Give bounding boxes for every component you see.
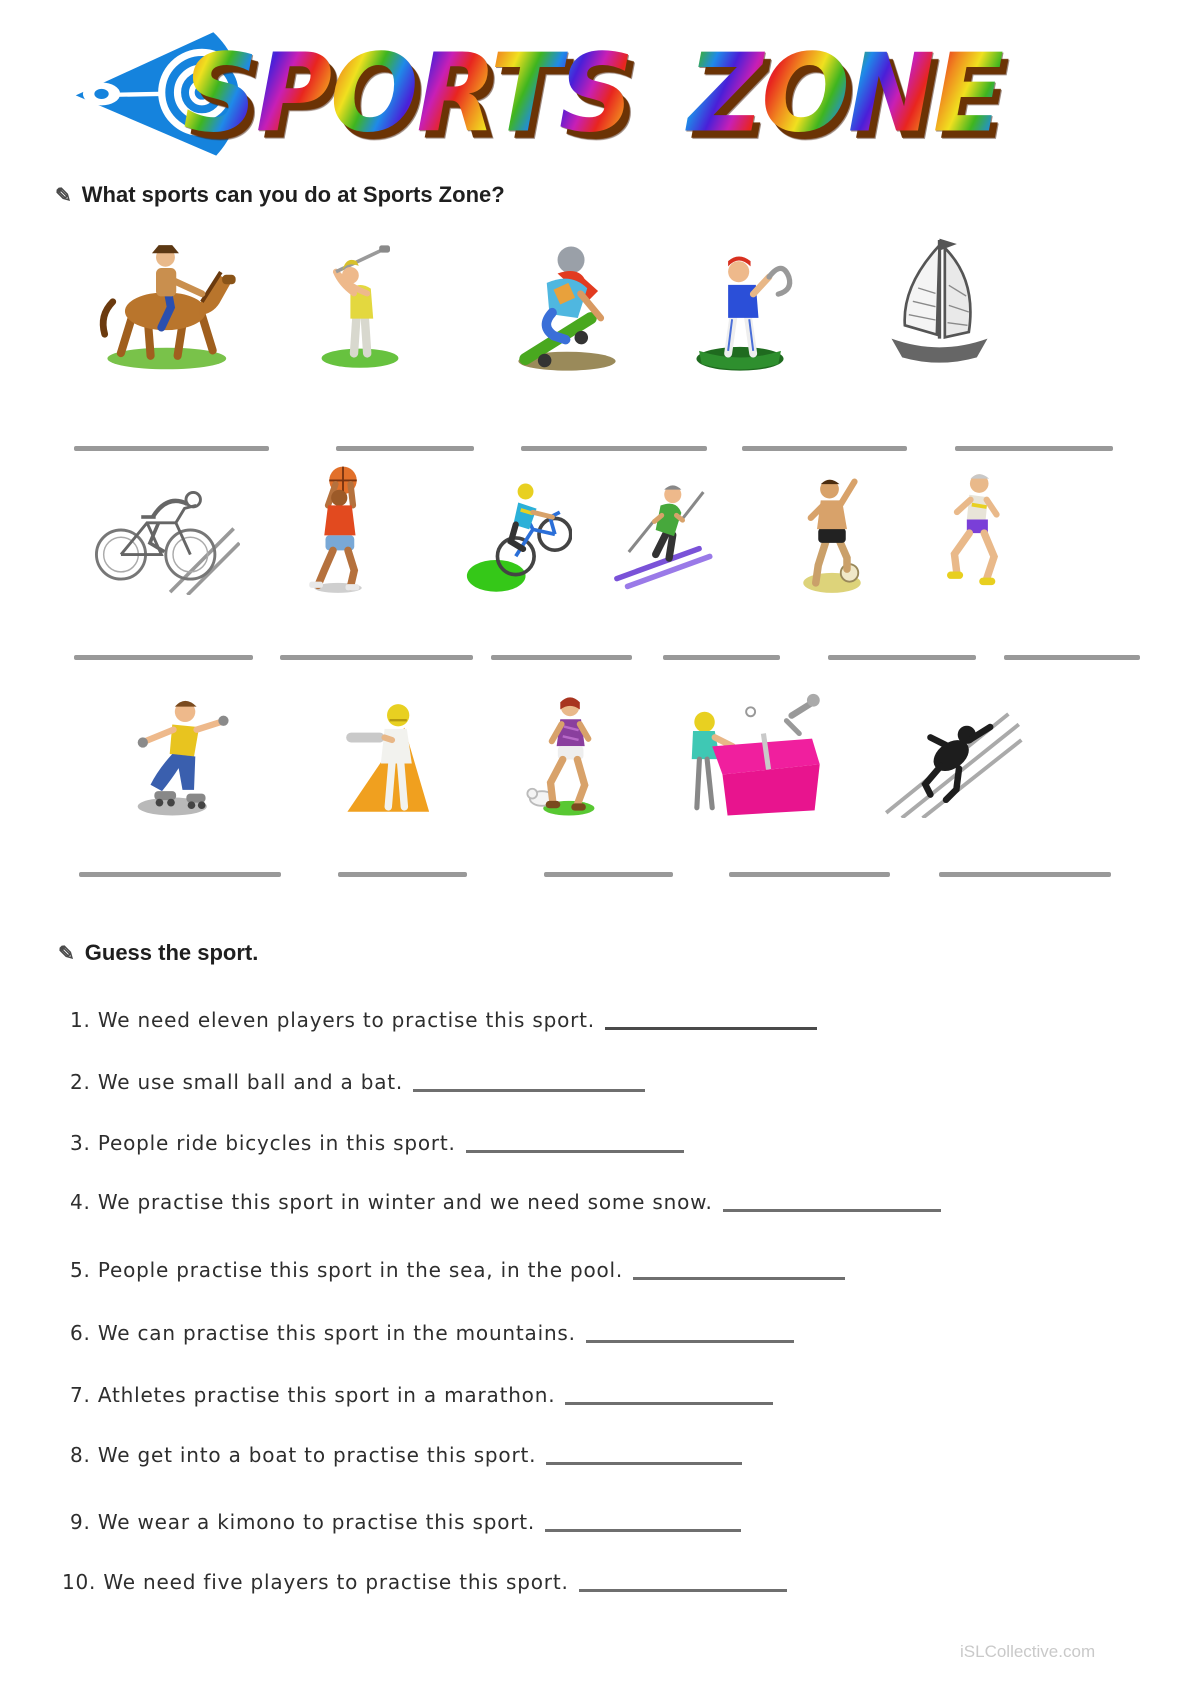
track-cycling-sketch-clipart: [80, 465, 240, 595]
question-answer-line: [579, 1589, 787, 1592]
question-row: [70, 1443, 742, 1467]
answer-line: [74, 655, 253, 660]
question-text: 3. People ride bicycles in this sport.: [70, 1131, 456, 1155]
title-banner: [0, 0, 1200, 175]
skateboarding-clipart: [492, 237, 642, 372]
sport-image-table-tennis: [668, 690, 823, 818]
answer-line: [79, 872, 281, 877]
basketball-clipart: [288, 462, 388, 595]
sport-image-roller-skating: [100, 690, 265, 818]
golf-clipart: [300, 240, 420, 372]
question-text: 6. We can practise this sport in the mountains.: [70, 1321, 576, 1345]
roller-skating-clipart: [100, 690, 265, 818]
climbing-clipart: [880, 688, 1025, 818]
question-answer-line: [413, 1089, 645, 1092]
question-row: [70, 1258, 845, 1282]
answer-line: [955, 446, 1113, 451]
sport-image-jogging: [512, 690, 622, 818]
running-clipart: [928, 465, 1023, 595]
football-clipart: [782, 462, 882, 595]
question-answer-line: [586, 1340, 794, 1343]
question-answer-line: [565, 1402, 773, 1405]
guess-section-heading: [58, 940, 258, 966]
sport-image-cricket: [322, 688, 457, 818]
cricket-clipart: [322, 688, 457, 818]
answer-line: [521, 446, 707, 451]
question-text: 5. People practise this sport in the sea, in the pool.: [70, 1258, 624, 1282]
answer-line: [280, 655, 473, 660]
answer-line: [544, 872, 673, 877]
question-answer-line: [546, 1462, 742, 1465]
question-row: [70, 1510, 741, 1534]
question-row: [70, 1321, 794, 1345]
answer-line: [939, 872, 1111, 877]
question-row: [70, 1190, 941, 1214]
sport-image-track-cycling-sketch: [80, 465, 240, 595]
question-text: 10. We need five players to practise this sport.: [62, 1570, 569, 1594]
answer-line: [491, 655, 632, 660]
answer-line: [828, 655, 976, 660]
sport-image-cycling: [462, 465, 572, 595]
sport-image-field-hockey: [680, 240, 800, 372]
question-text: 4. We practise this sport in winter and we need some snow.: [70, 1190, 713, 1214]
question-text: 1. We need eleven players to practise this sport.: [70, 1008, 595, 1032]
question-text: 8. We get into a boat to practise this sport.: [70, 1443, 537, 1467]
sport-image-golf: [300, 240, 420, 372]
guess-heading-text: Guess the sport.: [84, 940, 259, 965]
pencil-icon: ✎: [55, 185, 72, 207]
answer-line: [336, 446, 474, 451]
question-row: [70, 1383, 773, 1407]
question-text: 2. We use small ball and a bat.: [70, 1070, 404, 1094]
question-answer-line: [633, 1277, 845, 1280]
answer-line: [74, 446, 269, 451]
sailing-clipart: [872, 232, 1007, 372]
sport-image-skateboarding: [492, 237, 642, 372]
sport-image-football: [782, 462, 882, 595]
answer-line: [742, 446, 907, 451]
horse-riding-clipart: [82, 237, 257, 372]
question-row: [70, 1008, 817, 1032]
page-title: SPORTS ZONE: [183, 15, 1013, 171]
sports-section-heading: [55, 182, 505, 208]
question-row: [70, 1070, 645, 1094]
sport-image-climbing: [880, 688, 1025, 818]
question-text: 7. Athletes practise this sport in a marathon.: [70, 1383, 556, 1407]
question-answer-line: [723, 1209, 941, 1212]
pencil-icon: ✎: [58, 943, 75, 965]
question-answer-line: [466, 1150, 684, 1153]
answer-line: [729, 872, 890, 877]
question-row: [70, 1131, 684, 1155]
sport-image-basketball: [288, 462, 388, 595]
sport-image-horse-riding: [82, 237, 257, 372]
sports-heading-text: What sports can you do at Sports Zone?: [81, 182, 505, 207]
answer-line: [338, 872, 467, 877]
question-answer-line: [545, 1529, 741, 1532]
watermark: iSLCollective.com: [960, 1642, 1096, 1661]
cycling-clipart: [462, 465, 572, 595]
field-hockey-clipart: [680, 240, 800, 372]
table-tennis-clipart: [668, 690, 823, 818]
skiing-clipart: [608, 465, 718, 595]
question-text: 9. We wear a kimono to practise this sport.: [70, 1510, 536, 1534]
answer-line: [1004, 655, 1140, 660]
answer-line: [663, 655, 780, 660]
sport-image-skiing: [608, 465, 718, 595]
jogging-clipart: [512, 690, 622, 818]
sport-image-running: [928, 465, 1023, 595]
sport-image-sailing: [872, 232, 1007, 372]
question-row: [62, 1570, 787, 1594]
question-answer-line: [605, 1027, 817, 1030]
